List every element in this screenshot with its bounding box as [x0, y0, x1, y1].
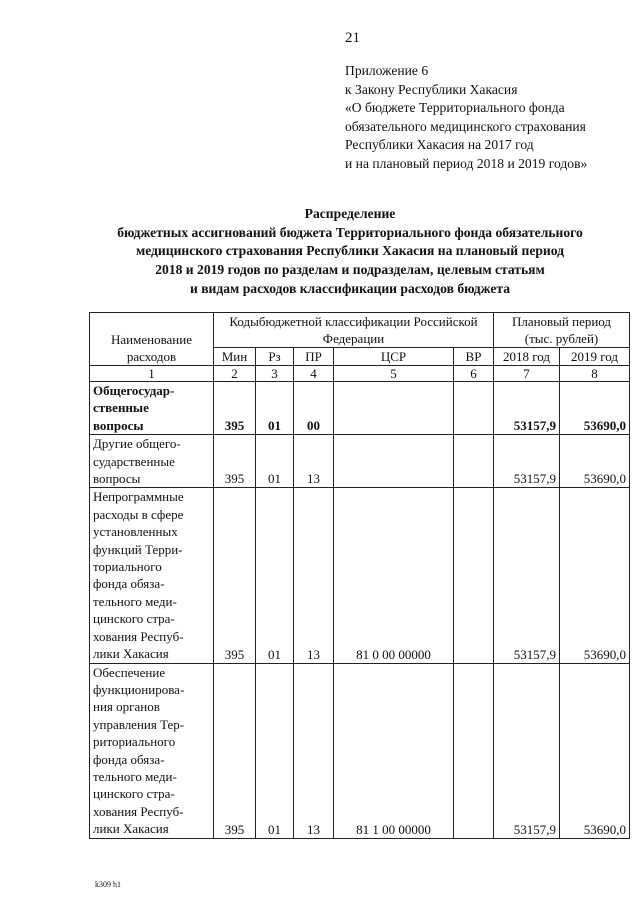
- header-pr: ПР: [294, 348, 334, 366]
- row-name-line: ториального: [93, 559, 162, 575]
- column-number: 8: [560, 366, 630, 382]
- row-name-line: лики Хакасия: [93, 821, 169, 837]
- row-name-line: фонда обяза-: [93, 751, 165, 767]
- row-name-line: лики Хакасия: [93, 646, 169, 662]
- footer-code: k309 h1: [95, 880, 121, 889]
- title-line: Распределение: [304, 206, 396, 221]
- row-name-line: хования Респуб-: [93, 628, 184, 644]
- header-row: [90, 313, 630, 348]
- row-vr: [454, 382, 494, 435]
- row-rz: 01: [256, 382, 294, 435]
- row-name-line: функционирова-: [93, 681, 185, 697]
- column-number-row: [90, 366, 630, 382]
- row-name-line: хования Респуб-: [93, 803, 184, 819]
- appendix-line: Приложение 6: [345, 63, 429, 78]
- row-name-line: тельного меди-: [93, 593, 177, 609]
- row-name-line: управления Тер-: [93, 716, 185, 732]
- row-pr: 13: [294, 488, 334, 663]
- row-name-line: функций Терри-: [93, 541, 183, 557]
- budget-table: [89, 312, 630, 839]
- row-name-line: вопросы: [93, 417, 144, 433]
- table-row: [90, 435, 630, 488]
- row-name-line: расходы в сфере: [93, 506, 184, 522]
- row-name-line: цинского стра-: [93, 611, 175, 627]
- row-name-line: установленных: [93, 524, 178, 540]
- header-2019: 2019 год: [560, 348, 630, 366]
- column-number: 7: [494, 366, 560, 382]
- row-min: 395: [214, 663, 256, 838]
- appendix-line: «О бюджете Территориального фонда: [345, 100, 565, 115]
- header-rz: Рз: [256, 348, 294, 366]
- appendix-line: обязательного медицинского страхования: [345, 118, 586, 134]
- column-number: 6: [454, 366, 494, 382]
- row-y2018: 53157,9: [494, 382, 560, 435]
- header-name: Наименование расходов: [90, 313, 214, 366]
- appendix-line: Республики Хакасия на 2017 год: [345, 137, 534, 152]
- header-codes: Кодыбюджетной классификации Российской Федерации: [214, 313, 494, 348]
- row-csr: 81 0 00 00000: [334, 488, 454, 663]
- row-csr: 81 1 00 00000: [334, 663, 454, 838]
- column-number: 2: [214, 366, 256, 382]
- title-line: 2018 и 2019 годов по разделам и подразделам, целевым статьям: [155, 262, 545, 278]
- row-name-line: сударственные: [93, 453, 175, 469]
- row-y2018: 53157,9: [494, 488, 560, 663]
- row-y2019: 53690,0: [560, 435, 630, 488]
- table-row: [90, 488, 630, 663]
- column-number: 4: [294, 366, 334, 382]
- row-min: 395: [214, 435, 256, 488]
- row-rz: 01: [256, 488, 294, 663]
- row-vr: [454, 488, 494, 663]
- header-csr: ЦСР: [334, 348, 454, 366]
- row-name-line: вопросы: [93, 471, 141, 487]
- row-min: 395: [214, 488, 256, 663]
- header-planned: Плановый период (тыс. рублей): [494, 313, 630, 348]
- row-name: [90, 435, 214, 488]
- row-name-line: Другие общего-: [93, 436, 181, 452]
- row-y2019: 53690,0: [560, 382, 630, 435]
- header-vr: ВР: [454, 348, 494, 366]
- row-name: [90, 488, 214, 663]
- row-name-line: Обеспечение: [93, 664, 166, 680]
- row-y2019: 53690,0: [560, 663, 630, 838]
- row-y2018: 53157,9: [494, 435, 560, 488]
- row-name-line: ственные: [93, 400, 149, 416]
- row-name-line: Общегосудар-: [93, 383, 175, 398]
- row-rz: 01: [256, 435, 294, 488]
- document-title: [60, 205, 640, 299]
- table-body: [90, 382, 630, 839]
- table-row: [90, 663, 630, 838]
- header-min: Мин: [214, 348, 256, 366]
- row-pr: 13: [294, 663, 334, 838]
- row-name-line: Непрограммные: [93, 489, 184, 505]
- row-vr: [454, 435, 494, 488]
- row-name: [90, 663, 214, 838]
- row-pr: 13: [294, 435, 334, 488]
- row-name-line: тельного меди-: [93, 768, 177, 784]
- row-name-line: фонда обяза-: [93, 576, 165, 592]
- row-csr: [334, 382, 454, 435]
- column-number: 1: [90, 366, 214, 382]
- row-y2018: 53157,9: [494, 663, 560, 838]
- title-line: бюджетных ассигнований бюджета Территориального фонда обязательного: [117, 224, 583, 240]
- appendix-line: и на плановый период 2018 и 2019 годов»: [345, 155, 588, 171]
- page-number: 21: [345, 30, 360, 46]
- row-vr: [454, 663, 494, 838]
- row-pr: 00: [294, 382, 334, 435]
- appendix-line: к Закону Республики Хакасия: [345, 81, 518, 97]
- row-rz: 01: [256, 663, 294, 838]
- row-name-line: риториального: [93, 734, 176, 750]
- row-name: [90, 382, 214, 435]
- row-y2019: 53690,0: [560, 488, 630, 663]
- column-number: 3: [256, 366, 294, 382]
- row-min: 395: [214, 382, 256, 435]
- title-line: и видам расходов классификации расходов бюджета: [189, 280, 511, 296]
- row-name-line: цинского стра-: [93, 786, 175, 802]
- appendix-block: [345, 62, 587, 173]
- row-name-line: ния органов: [93, 699, 160, 715]
- table-row: [90, 382, 630, 435]
- header-2018: 2018 год: [494, 348, 560, 366]
- column-number: 5: [334, 366, 454, 382]
- title-line: медицинского страхования Республики Хакасия на плановый период: [135, 243, 565, 259]
- row-csr: [334, 435, 454, 488]
